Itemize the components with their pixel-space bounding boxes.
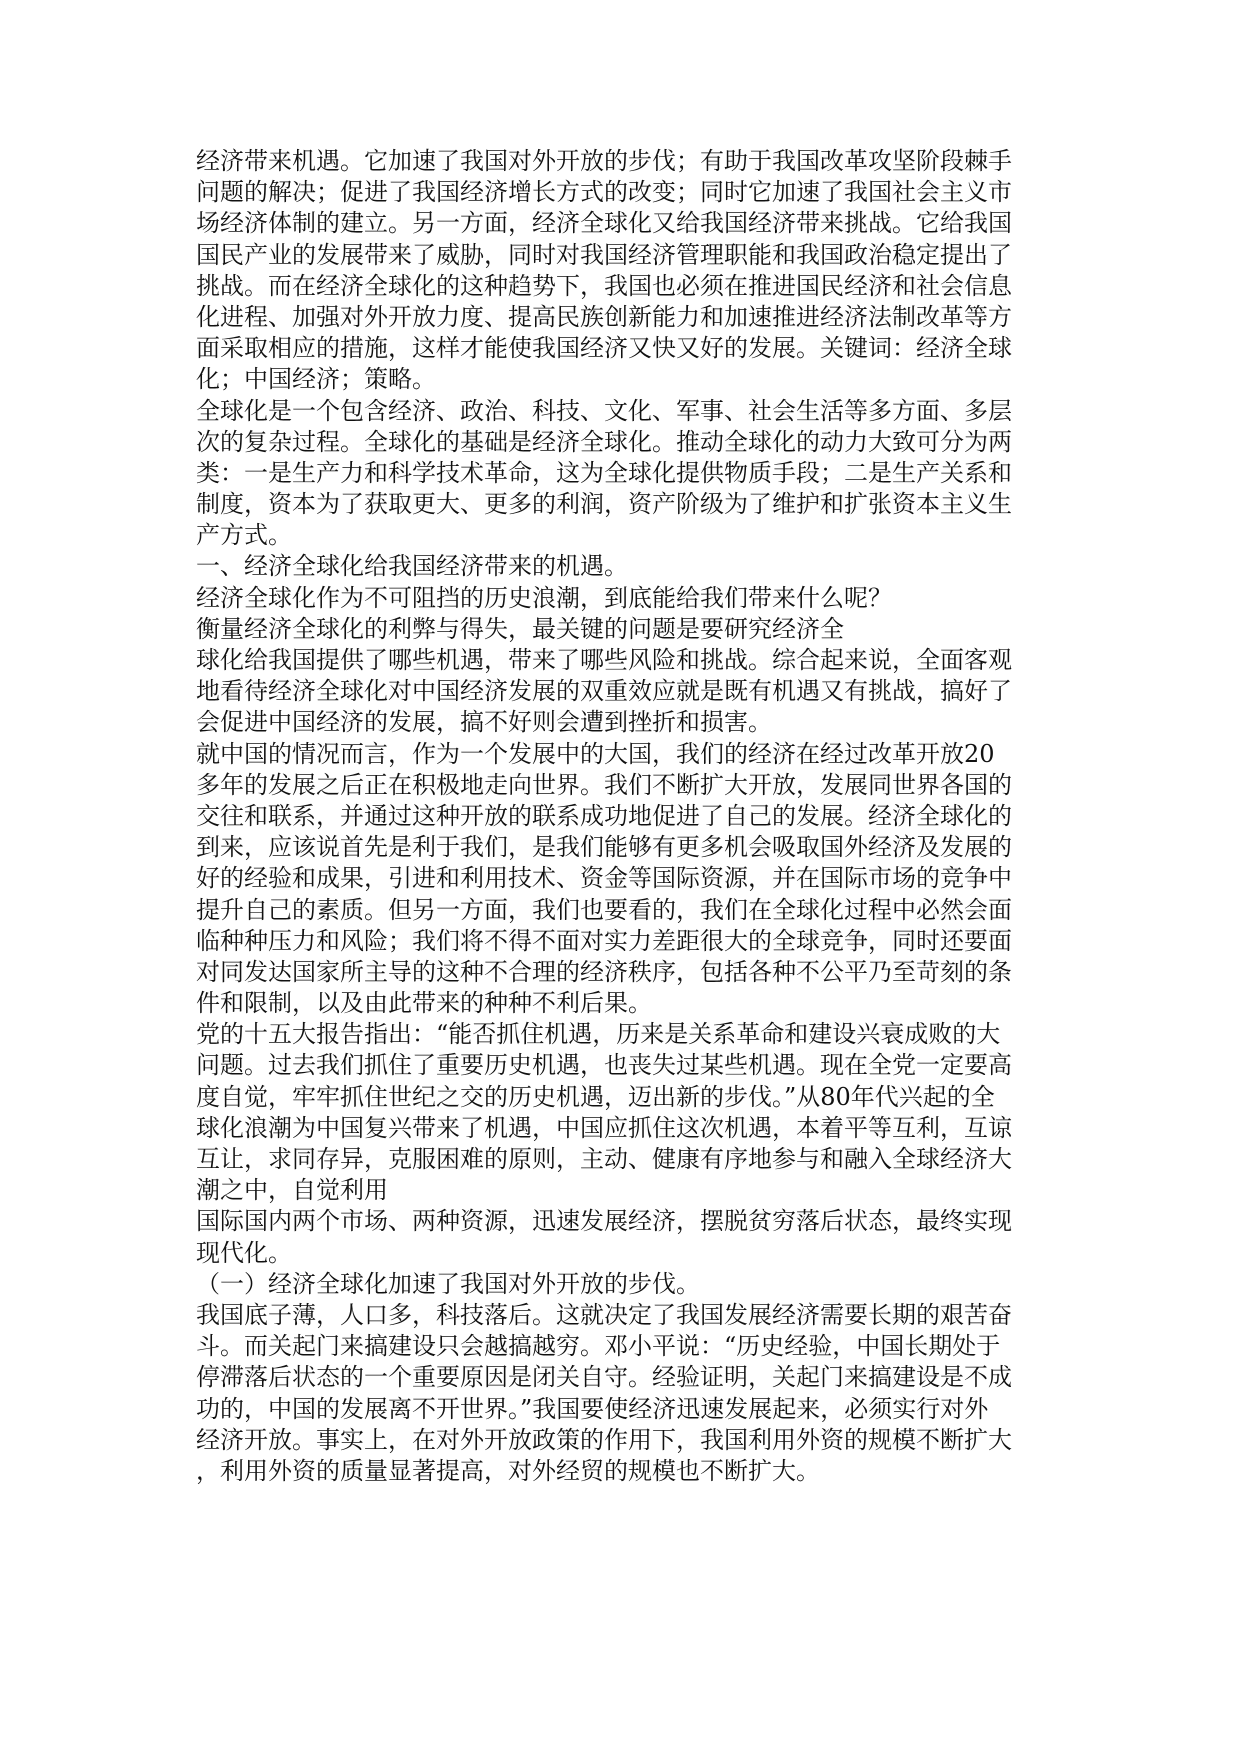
text-line: 球化浪潮为中国复兴带来了机遇，中国应抓住这次机遇，本着平等互利，互谅 [196,1113,1012,1142]
text-line: 多年的发展之后正在积极地走向世界。我们不断扩大开放，发展同世界各国的 [196,770,1012,799]
text-line: 互让，求同存异，克服困难的原则，主动、健康有序地参与和融入全球经济大 [196,1145,1012,1173]
section-heading: （一）经济全球化加速了我国对外开放的步伐。 [196,1269,700,1298]
text-line: 斗。而关起门来搞建设只会越搞越穷。邓小平说：“历史经验，中国长期处于 [196,1332,1001,1361]
text-line: 我国底子薄，人口多，科技落后。这就决定了我国发展经济需要长期的艰苦奋 [196,1300,1012,1329]
text-line: 国际国内两个市场、两种资源，迅速发展经济，摆脱贫穷落后状态，最终实现 [196,1207,1012,1236]
text-line: 经济带来机遇。它加速了我国对外开放的步伐；有助于我国改革攻坚阶段棘手 [196,147,1012,175]
section-heading: 一、经济全球化给我国经济带来的机遇。 [196,552,628,581]
text-line: 问题。过去我们抓住了重要历史机遇，也丧失过某些机遇。现在全党一定要高 [196,1051,1012,1080]
text-line: 到来，应该说首先是利于我们，是我们能够有更多机会吸取国外经济及发展的 [196,833,1012,862]
text-line: 球化给我国提供了哪些机遇，带来了哪些风险和挑战。综合起来说，全面客观 [196,646,1012,674]
text-line: 产方式。 [196,521,292,550]
text-line: 党的十五大报告指出：“能否抓住机遇，历来是关系革命和建设兴衰成败的大 [196,1020,1001,1049]
text-line: 停滞落后状态的一个重要原因是闭关自守。经验证明，关起门来搞建设是不成 [196,1363,1012,1392]
text-line: 类：一是生产力和科学技术革命，这为全球化提供物质手段；二是生产关系和 [196,458,1012,487]
text-line: 好的经验和成果，引进和利用技术、资金等国际资源，并在国际市场的竞争中 [196,864,1012,893]
text-line: 潮之中，自觉利用 [196,1176,388,1205]
text-line: 对同发达国家所主导的这种不合理的经济秩序，包括各种不公平乃至苛刻的条 [196,957,1012,986]
text-line: 度自觉，牢牢抓住世纪之交的历史机遇，迈出新的步伐。”从80年代兴起的全 [196,1082,995,1111]
text-line: 化；中国经济；策略。 [196,365,436,394]
text-line: 制度，资本为了获取更大、更多的利润，资产阶级为了维护和扩张资本主义生 [196,490,1012,519]
text-line: 面采取相应的措施，这样才能使我国经济又快又好的发展。关键词：经济全球 [196,334,1012,363]
text-line: 交往和联系，并通过这种开放的联系成功地促进了自己的发展。经济全球化的 [196,801,1012,830]
text-line: 国民产业的发展带来了威胁，同时对我国经济管理职能和我国政治稳定提出了 [196,240,1012,269]
text-line: 就中国的情况而言，作为一个发展中的大国，我们的经济在经过改革开放20 [196,739,995,768]
text-line: 功的，中国的发展离不开世界。”我国要使经济迅速发展起来，必须实行对外 [196,1394,989,1423]
text-line: 会促进中国经济的发展，搞不好则会遭到挫折和损害。 [196,708,772,737]
text-line: 场经济体制的建立。另一方面，经济全球化又给我国经济带来挑战。它给我国 [196,209,1012,238]
text-line: 全球化是一个包含经济、政治、科技、文化、军事、社会生活等多方面、多层 [196,396,1012,425]
text-line: 提升自己的素质。但另一方面，我们也要看的，我们在全球化过程中必然会面 [196,895,1012,924]
text-line: 临种种压力和风险；我们将不得不面对实力差距很大的全球竞争，同时还要面 [196,926,1012,955]
text-line: 衡量经济全球化的利弊与得失，最关键的问题是要研究经济全 [196,614,844,643]
text-line: 经济全球化作为不可阻挡的历史浪潮，到底能给我们带来什么呢？ [196,583,892,612]
text-line: 地看待经济全球化对中国经济发展的双重效应就是既有机遇又有挑战，搞好了 [196,677,1012,706]
text-line: 件和限制，以及由此带来的种种不利后果。 [196,989,652,1018]
text-line: 挑战。而在经济全球化的这种趋势下，我国也必须在推进国民经济和社会信息 [196,271,1012,300]
text-line: 现代化。 [196,1238,292,1267]
text-line: 经济开放。事实上，在对外开放政策的作用下，我国利用外资的规模不断扩大 [196,1425,1012,1454]
document-body [196,146,1056,1487]
text-line: 次的复杂过程。全球化的基础是经济全球化。推动全球化的动力大致可分为两 [196,427,1012,456]
text-line: ，利用外资的质量显著提高，对外经贸的规模也不断扩大。 [196,1456,820,1485]
text-line: 问题的解决；促进了我国经济增长方式的改变；同时它加速了我国社会主义市 [196,178,1012,207]
text-line: 化进程、加强对外开放力度、提高民族创新能力和加速推进经济法制改革等方 [196,302,1012,331]
